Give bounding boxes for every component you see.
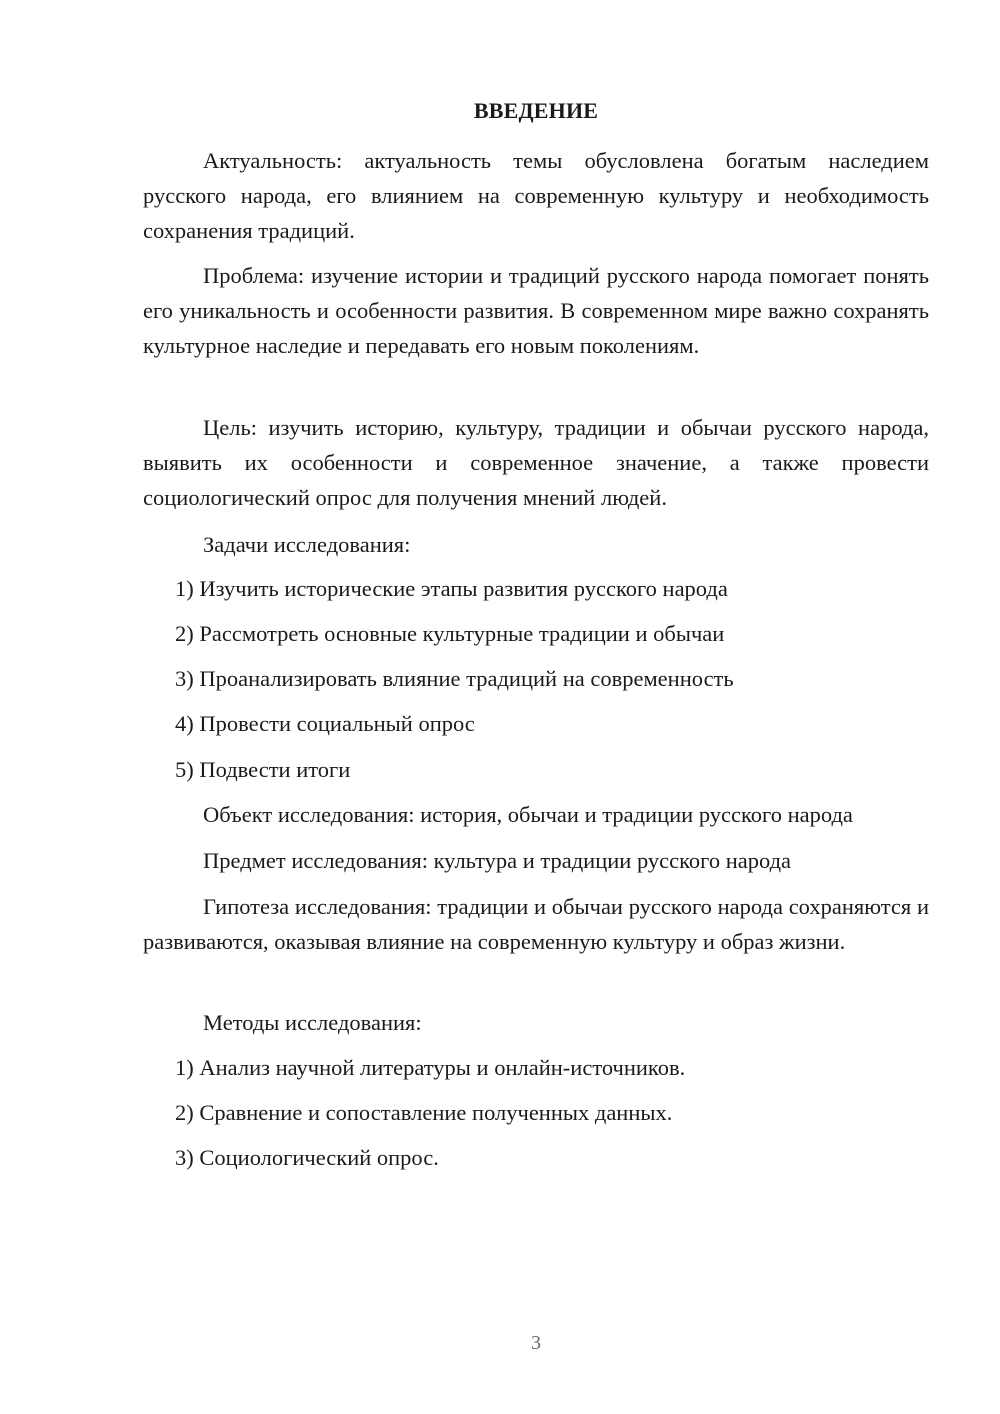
task-item: 3) Проанализировать влияние традиций на современность xyxy=(175,666,734,691)
document-page xyxy=(143,0,929,1414)
task-item: 2) Рассмотреть основные культурные традиции и обычаи xyxy=(175,621,725,646)
relevance-paragraph: Актуальность: актуальность темы обусловлена богатым наследием русского народа, его влиянием на современную культуру и необходимость сохранения традиций. xyxy=(143,148,929,243)
methods-heading: Методы исследования: xyxy=(203,1010,422,1035)
hypothesis-paragraph: Гипотеза исследования: традиции и обычаи русского народа сохраняются и развиваются, оказывая влияние на современную культуру и образ жизни. xyxy=(143,894,929,954)
task-item: 4) Провести социальный опрос xyxy=(175,711,475,736)
goal-paragraph: Цель: изучить историю, культуру, традиции и обычаи русского народа, выявить их особенности и современное значение, а также провести социологический опрос для получения мнений людей. xyxy=(143,415,929,510)
task-item: 1) Изучить исторические этапы развития русского народа xyxy=(175,576,728,601)
method-item: 2) Сравнение и сопоставление полученных данных. xyxy=(175,1100,673,1125)
method-item: 3) Социологический опрос. xyxy=(175,1145,439,1170)
subject-line: Предмет исследования: культура и традиции русского народа xyxy=(203,848,792,873)
problem-paragraph: Проблема: изучение истории и традиций русского народа помогает понять его уникальность и особенности развития. В современном мире важно сохранять культурное наследие и передавать его новым поколениям. xyxy=(143,263,929,358)
tasks-heading: Задачи исследования: xyxy=(203,532,411,557)
page-number: 3 xyxy=(531,1332,541,1354)
task-item: 5) Подвести итоги xyxy=(175,757,351,782)
page-title: ВВЕДЕНИЕ xyxy=(473,98,599,123)
object-line: Объект исследования: история, обычаи и традиции русского народа xyxy=(203,802,853,827)
method-item: 1) Анализ научной литературы и онлайн-источников. xyxy=(175,1055,686,1080)
